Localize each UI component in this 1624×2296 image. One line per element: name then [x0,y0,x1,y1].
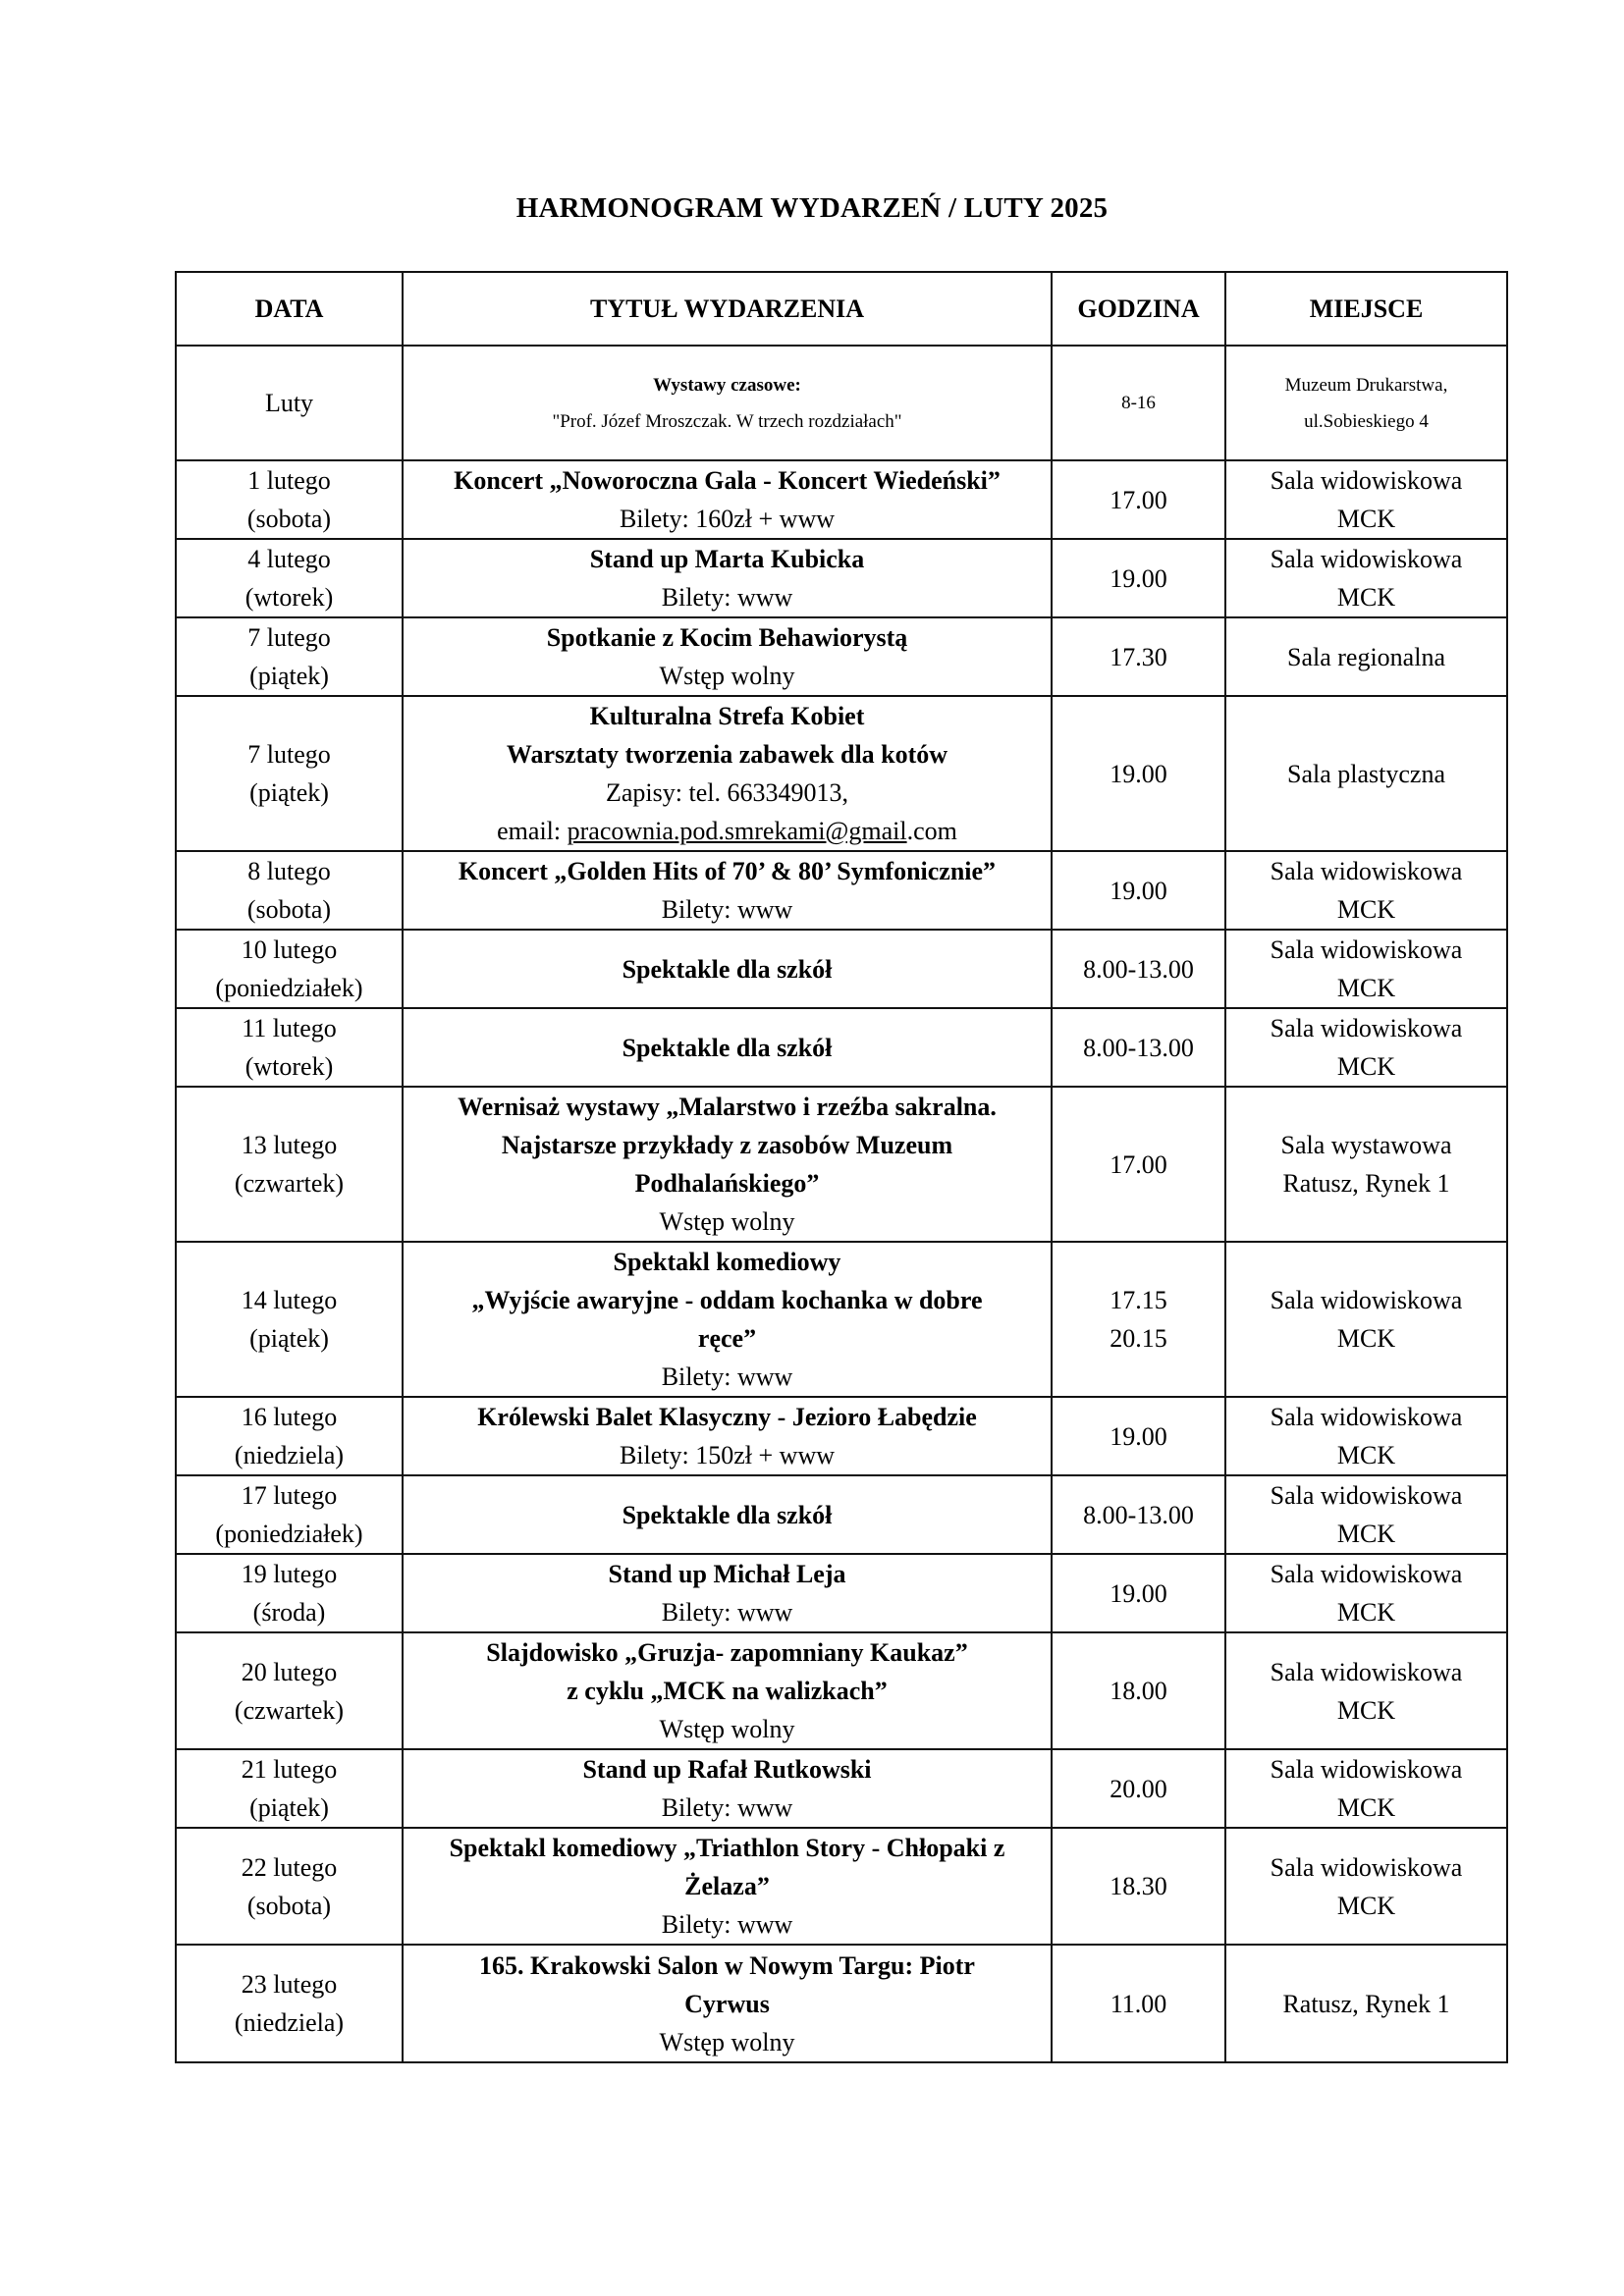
event-place: Sala widowiskowa [1270,545,1463,573]
title-cell [403,1632,1052,1749]
event-title-line: Podhalańskiego” [634,1169,820,1198]
event-title-line: Slajdowisko „Gruzja- zapomniany Kaukaz” [486,1638,968,1667]
table-row [176,1828,1507,1945]
table-row [176,1749,1507,1828]
title-cell [403,617,1052,696]
time-cell [1052,346,1225,460]
date-cell [176,930,403,1008]
event-title-line: Wstęp wolny [659,1715,795,1743]
event-title-line: Warsztaty tworzenia zabawek dla kotów [506,740,948,769]
event-date: 23 lutego [241,1970,338,1999]
header-title: TYTUŁ WYDARZENIA [403,272,1052,346]
header-time: GODZINA [1052,272,1225,346]
date-cell [176,1008,403,1087]
title-cell [403,1945,1052,2062]
title-cell [403,539,1052,617]
table-row [176,539,1507,617]
event-weekday: (niedziela) [234,2008,345,2037]
table-row [176,460,1507,539]
event-title-line: z cyklu „MCK na walizkach” [567,1677,888,1705]
event-date: 4 lutego [247,545,331,573]
contact-email-line [409,812,1045,850]
event-time: 20.15 [1110,1324,1167,1353]
time-cell [1052,1828,1225,1945]
date-cell [176,539,403,617]
email-prefix: email: [497,817,568,845]
place-cell [1225,930,1507,1008]
event-title-line: 165. Krakowski Salon w Nowym Targu: Piotr [479,1950,975,1980]
date-cell [176,1475,403,1554]
time-cell [1052,1945,1225,2062]
title-cell [403,1397,1052,1475]
event-place: Sala widowiskowa [1270,466,1463,495]
time-cell [1052,851,1225,930]
place-cell [1225,1554,1507,1632]
event-date: 14 lutego [241,1286,338,1314]
time-cell [1052,1008,1225,1087]
place-cell [1225,460,1507,539]
table-row [176,1475,1507,1554]
event-place: Sala widowiskowa [1270,857,1463,885]
header-date: DATA [176,272,403,346]
event-date: 7 lutego [247,740,331,769]
place-cell [1225,1087,1507,1242]
date-cell [176,1632,403,1749]
event-title-line: Spektakl komediowy „Triathlon Story - Chłopaki z [449,1834,1005,1862]
event-weekday: (poniedziałek) [215,974,363,1002]
events-table [175,271,1508,2063]
event-title-line: Żelaza” [684,1872,770,1900]
event-time: 11.00 [1110,1989,1167,2018]
date-cell [176,1945,403,2062]
event-time: 19.00 [1110,563,1167,593]
event-title-line: Wernisaż wystawy „Malarstwo i rzeźba sakralna. [458,1093,997,1121]
date-cell [176,1242,403,1397]
event-weekday: (sobota) [246,895,332,924]
event-place: MCK [1336,1891,1396,1920]
event-date: 22 lutego [241,1852,338,1882]
event-date: 16 lutego [241,1403,338,1431]
event-place: MCK [1336,505,1396,533]
table-body [176,346,1507,2062]
event-place: MCK [1336,1520,1396,1548]
event-place: Sala regionalna [1287,642,1445,671]
event-title-line: Spektakle dla szkół [622,1500,833,1529]
table-row [176,1397,1507,1475]
event-weekday: (środa) [252,1598,326,1627]
event-title-line: Spektakle dla szkół [622,1033,833,1062]
time-cell [1052,1554,1225,1632]
event-time: 18.00 [1110,1677,1167,1705]
event-title-line: "Prof. Józef Mroszczak. W trzech rozdziałach" [552,410,902,432]
place-cell [1225,1242,1507,1397]
table-row [176,617,1507,696]
title-cell [403,460,1052,539]
title-cell [403,1554,1052,1632]
event-time: 8-16 [1121,393,1156,413]
event-title-line: Bilety: 160zł + www [619,505,836,533]
event-title-line: Spotkanie z Kocim Behawiorystą [546,623,908,652]
event-place: Sala widowiskowa [1270,1481,1463,1510]
header-place: MIEJSCE [1225,272,1507,346]
event-place: Sala widowiskowa [1270,1657,1463,1686]
title-cell [403,1475,1052,1554]
event-date: 7 lutego [247,623,331,652]
event-title-line: Stand up Rafał Rutkowski [582,1755,872,1784]
date-cell [176,1749,403,1828]
event-title-line: Wystawy czasowe: [653,374,801,396]
event-weekday: (piątek) [249,662,329,690]
place-cell [1225,1632,1507,1749]
event-place: MCK [1336,895,1396,924]
time-cell [1052,930,1225,1008]
event-time: 17.15 [1110,1286,1167,1314]
event-date: 19 lutego [241,1560,338,1588]
title-cell [403,1749,1052,1828]
event-weekday: (poniedziałek) [215,1520,363,1548]
place-cell [1225,696,1507,851]
date-cell [176,617,403,696]
title-cell [403,696,1052,851]
table-row [176,1242,1507,1397]
event-place: Ratusz, Rynek 1 [1282,1989,1450,2018]
event-title-line: Spektakle dla szkół [622,954,833,984]
time-cell [1052,1475,1225,1554]
event-weekday: (sobota) [246,1891,332,1920]
table-row [176,1632,1507,1749]
event-title-line: „Wyjście awaryjne - oddam kochanka w dobre [471,1286,983,1314]
place-cell [1225,1749,1507,1828]
event-place: Sala widowiskowa [1270,935,1463,964]
title-cell [403,1087,1052,1242]
event-date: 21 lutego [241,1755,338,1784]
email-suffix: .com [906,817,957,845]
event-title-line: Królewski Balet Klasyczny - Jezioro Łabędzie [477,1403,977,1431]
event-place: Sala widowiskowa [1270,1852,1463,1882]
place-cell [1225,1945,1507,2062]
date-cell [176,1828,403,1945]
event-place: Sala plastyczna [1287,759,1445,788]
place-cell [1225,851,1507,930]
event-time: 17.30 [1110,642,1167,671]
date-cell [176,851,403,930]
event-time: 19.00 [1110,759,1167,788]
event-place: Sala widowiskowa [1270,1014,1463,1042]
event-title-line: Kulturalna Strefa Kobiet [589,702,865,730]
event-weekday: (czwartek) [234,1169,345,1198]
event-title-line: Koncert „Noworoczna Gala - Koncert Wiedeński” [454,466,1001,495]
event-place: MCK [1336,974,1396,1002]
event-place: Sala widowiskowa [1270,1403,1463,1431]
title-cell [403,851,1052,930]
event-title-line: Wstęp wolny [659,2027,795,2056]
event-date: 10 lutego [241,935,338,964]
event-title-line: Najstarsze przykłady z zasobów Muzeum [501,1131,953,1159]
event-time: 8.00-13.00 [1083,1033,1194,1062]
event-place: MCK [1336,1598,1396,1627]
date-cell [176,346,403,460]
date-cell [176,460,403,539]
event-date: 17 lutego [241,1481,338,1510]
table-row [176,696,1507,851]
table-row [176,930,1507,1008]
event-place: Sala wystawowa [1280,1131,1452,1159]
place-cell [1225,617,1507,696]
event-title-line: Wstęp wolny [659,1207,795,1236]
event-title-line: Stand up Marta Kubicka [589,545,865,573]
place-cell [1225,1008,1507,1087]
place-cell [1225,1475,1507,1554]
event-weekday: (wtorek) [244,583,334,612]
time-cell [1052,1087,1225,1242]
event-time: 8.00-13.00 [1083,954,1194,984]
event-title-line: Bilety: www [661,895,793,924]
title-cell [403,1242,1052,1397]
table-row [176,1008,1507,1087]
event-date: 13 lutego [241,1131,338,1159]
event-weekday: (piątek) [249,778,329,807]
event-weekday: (piątek) [249,1324,329,1353]
place-cell [1225,539,1507,617]
event-time: 19.00 [1110,876,1167,905]
event-title-line: Cyrwus [684,1989,770,2018]
time-cell [1052,617,1225,696]
title-cell [403,346,1052,460]
event-time: 8.00-13.00 [1083,1500,1194,1529]
event-title-line: Bilety: www [661,1362,793,1391]
time-cell [1052,1632,1225,1749]
event-title-line: Stand up Michał Leja [608,1560,846,1588]
event-title-line: Spektakl komediowy [613,1248,841,1276]
event-date: 1 lutego [247,466,331,495]
date-cell [176,1087,403,1242]
event-time: 19.00 [1110,1578,1167,1608]
event-weekday: (wtorek) [244,1052,334,1081]
table-row [176,1945,1507,2062]
event-title-line: Bilety: www [661,1910,793,1939]
event-time: 17.00 [1110,1149,1167,1179]
table-row [176,851,1507,930]
event-place: MCK [1336,1441,1396,1469]
event-title-line: ręce” [697,1324,757,1353]
title-cell [403,1008,1052,1087]
event-place: Sala widowiskowa [1270,1755,1463,1784]
event-weekday: (sobota) [246,505,332,533]
event-weekday: (niedziela) [234,1441,345,1469]
event-title-line: Zapisy: tel. 663349013, [606,778,848,807]
event-title-line: Bilety: 150zł + www [619,1441,836,1469]
event-title-line: Bilety: www [661,583,793,612]
event-date: Luty [264,389,314,417]
event-place: MCK [1336,1793,1396,1822]
event-time: 19.00 [1110,1421,1167,1451]
title-cell [403,930,1052,1008]
event-place: MCK [1336,1695,1396,1725]
date-cell [176,1397,403,1475]
event-title-line: Wstęp wolny [659,662,795,690]
event-date: 20 lutego [241,1657,338,1686]
event-place: Sala widowiskowa [1270,1286,1463,1314]
event-time: 18.30 [1110,1872,1167,1900]
event-place: Sala widowiskowa [1270,1560,1463,1588]
time-cell [1052,1749,1225,1828]
event-title-line: Bilety: www [661,1793,793,1822]
time-cell [1052,539,1225,617]
place-cell [1225,346,1507,460]
time-cell [1052,1242,1225,1397]
event-place: MCK [1336,583,1396,612]
event-weekday: (czwartek) [234,1695,345,1725]
event-time: 17.00 [1110,485,1167,514]
place-cell [1225,1397,1507,1475]
place-cell [1225,1828,1507,1945]
time-cell [1052,1397,1225,1475]
event-title-line: Koncert „Golden Hits of 70’ & 80’ Symfonicznie” [458,857,997,885]
date-cell [176,1554,403,1632]
event-weekday: (piątek) [249,1793,329,1822]
email-link[interactable]: pracownia.pod.smrekami@gmail [567,817,907,845]
event-place: MCK [1336,1052,1396,1081]
time-cell [1052,696,1225,851]
event-place: ul.Sobieskiego 4 [1304,410,1429,432]
page-title: HARMONOGRAM WYDARZEŃ / LUTY 2025 [515,192,1109,224]
title-cell [403,1828,1052,1945]
event-place: Ratusz, Rynek 1 [1282,1169,1450,1198]
table-row [176,346,1507,460]
event-date: 11 lutego [242,1014,337,1042]
time-cell [1052,460,1225,539]
table-row [176,1554,1507,1632]
event-date: 8 lutego [247,857,331,885]
event-place: MCK [1336,1324,1396,1353]
event-time: 20.00 [1110,1774,1167,1803]
table-row [176,1087,1507,1242]
event-title-line: Bilety: www [661,1598,793,1627]
event-place: Muzeum Drukarstwa, [1284,374,1448,396]
date-cell [176,696,403,851]
table-header-row [176,272,1507,346]
